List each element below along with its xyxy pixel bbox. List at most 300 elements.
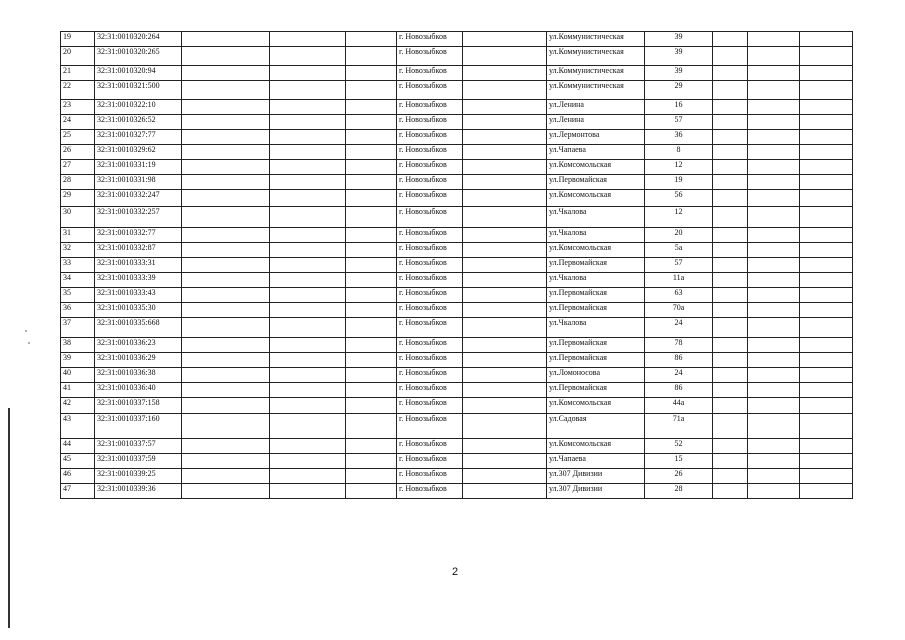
empty-cell xyxy=(182,100,270,115)
house-number-cell: 52 xyxy=(645,439,713,454)
empty-cell xyxy=(346,439,397,454)
house-number-cell: 71а xyxy=(645,414,713,439)
cadastral-number-cell: 32:31:0010321:500 xyxy=(95,81,182,100)
city-cell: г. Новозыбков xyxy=(397,243,463,258)
city-cell: г. Новозыбков xyxy=(397,160,463,175)
empty-cell xyxy=(270,115,346,130)
cadastral-number-cell: 32:31:0010320:265 xyxy=(95,47,182,66)
table-row xyxy=(61,81,853,100)
empty-cell xyxy=(713,439,748,454)
empty-cell xyxy=(713,175,748,190)
empty-cell xyxy=(748,353,800,368)
empty-cell xyxy=(713,414,748,439)
house-number-cell: 57 xyxy=(645,258,713,273)
empty-cell xyxy=(182,81,270,100)
empty-cell xyxy=(463,414,547,439)
city-cell: г. Новозыбков xyxy=(397,32,463,47)
empty-cell xyxy=(270,100,346,115)
empty-cell xyxy=(713,115,748,130)
table-row xyxy=(61,66,853,81)
empty-cell xyxy=(463,160,547,175)
city-cell: г. Новозыбков xyxy=(397,383,463,398)
empty-cell xyxy=(463,145,547,160)
empty-cell xyxy=(270,454,346,469)
house-number-cell: 39 xyxy=(645,66,713,81)
empty-cell xyxy=(270,258,346,273)
row-number-cell: 30 xyxy=(61,207,95,228)
city-cell: г. Новозыбков xyxy=(397,145,463,160)
empty-cell xyxy=(463,228,547,243)
table-row xyxy=(61,338,853,353)
row-number-cell: 29 xyxy=(61,190,95,207)
street-cell: ул.Ленина xyxy=(547,115,645,130)
empty-cell xyxy=(748,228,800,243)
empty-cell xyxy=(346,353,397,368)
scan-edge-mark xyxy=(8,408,10,628)
city-cell: г. Новозыбков xyxy=(397,353,463,368)
table-row xyxy=(61,130,853,145)
empty-cell xyxy=(182,414,270,439)
empty-cell xyxy=(748,303,800,318)
empty-cell xyxy=(182,243,270,258)
house-number-cell: 19 xyxy=(645,175,713,190)
street-cell: ул.Чкалова xyxy=(547,318,645,338)
row-number-cell: 34 xyxy=(61,273,95,288)
empty-cell xyxy=(346,190,397,207)
city-cell: г. Новозыбков xyxy=(397,175,463,190)
empty-cell xyxy=(800,484,853,499)
table-row xyxy=(61,368,853,383)
empty-cell xyxy=(270,273,346,288)
empty-cell xyxy=(270,484,346,499)
empty-cell xyxy=(346,383,397,398)
table-row xyxy=(61,190,853,207)
city-cell: г. Новозыбков xyxy=(397,115,463,130)
table-body xyxy=(61,32,853,499)
empty-cell xyxy=(182,303,270,318)
empty-cell xyxy=(748,484,800,499)
page-number: 2 xyxy=(452,566,459,578)
row-number-cell: 39 xyxy=(61,353,95,368)
street-cell: ул.Лермонтова xyxy=(547,130,645,145)
table-row xyxy=(61,273,853,288)
empty-cell xyxy=(270,469,346,484)
empty-cell xyxy=(800,318,853,338)
scan-speck xyxy=(28,342,30,344)
house-number-cell: 16 xyxy=(645,100,713,115)
city-cell: г. Новозыбков xyxy=(397,190,463,207)
empty-cell xyxy=(748,439,800,454)
empty-cell xyxy=(346,258,397,273)
row-number-cell: 46 xyxy=(61,469,95,484)
empty-cell xyxy=(748,414,800,439)
row-number-cell: 41 xyxy=(61,383,95,398)
row-number-cell: 21 xyxy=(61,66,95,81)
house-number-cell: 24 xyxy=(645,318,713,338)
empty-cell xyxy=(748,207,800,228)
empty-cell xyxy=(346,32,397,47)
empty-cell xyxy=(713,228,748,243)
empty-cell xyxy=(800,454,853,469)
city-cell: г. Новозыбков xyxy=(397,469,463,484)
empty-cell xyxy=(748,130,800,145)
row-number-cell: 24 xyxy=(61,115,95,130)
empty-cell xyxy=(800,469,853,484)
city-cell: г. Новозыбков xyxy=(397,207,463,228)
empty-cell xyxy=(800,398,853,414)
row-number-cell: 45 xyxy=(61,454,95,469)
empty-cell xyxy=(463,243,547,258)
street-cell: ул.307 Дивизии xyxy=(547,469,645,484)
city-cell: г. Новозыбков xyxy=(397,338,463,353)
house-number-cell: 5а xyxy=(645,243,713,258)
empty-cell xyxy=(182,353,270,368)
street-cell: ул.Комсомольская xyxy=(547,190,645,207)
city-cell: г. Новозыбков xyxy=(397,66,463,81)
empty-cell xyxy=(800,353,853,368)
empty-cell xyxy=(463,66,547,81)
empty-cell xyxy=(748,190,800,207)
city-cell: г. Новозыбков xyxy=(397,414,463,439)
city-cell: г. Новозыбков xyxy=(397,100,463,115)
cadastral-number-cell: 32:31:0010336:29 xyxy=(95,353,182,368)
row-number-cell: 32 xyxy=(61,243,95,258)
cadastral-number-cell: 32:31:0010333:43 xyxy=(95,288,182,303)
house-number-cell: 70а xyxy=(645,303,713,318)
house-number-cell: 26 xyxy=(645,469,713,484)
street-cell: ул.Первомайская xyxy=(547,338,645,353)
empty-cell xyxy=(800,47,853,66)
empty-cell xyxy=(800,207,853,228)
empty-cell xyxy=(463,273,547,288)
house-number-cell: 36 xyxy=(645,130,713,145)
empty-cell xyxy=(713,160,748,175)
empty-cell xyxy=(800,439,853,454)
empty-cell xyxy=(748,258,800,273)
empty-cell xyxy=(463,338,547,353)
city-cell: г. Новозыбков xyxy=(397,454,463,469)
empty-cell xyxy=(713,81,748,100)
empty-cell xyxy=(800,288,853,303)
table-row xyxy=(61,484,853,499)
cadastral-number-cell: 32:31:0010332:87 xyxy=(95,243,182,258)
empty-cell xyxy=(463,47,547,66)
table-row xyxy=(61,207,853,228)
empty-cell xyxy=(463,469,547,484)
empty-cell xyxy=(713,368,748,383)
empty-cell xyxy=(748,47,800,66)
cadastral-number-cell: 32:31:0010339:25 xyxy=(95,469,182,484)
empty-cell xyxy=(182,47,270,66)
cadastral-number-cell: 32:31:0010339:36 xyxy=(95,484,182,499)
row-number-cell: 31 xyxy=(61,228,95,243)
empty-cell xyxy=(713,66,748,81)
empty-cell xyxy=(270,207,346,228)
cadastral-number-cell: 32:31:0010336:40 xyxy=(95,383,182,398)
house-number-cell: 8 xyxy=(645,145,713,160)
row-number-cell: 33 xyxy=(61,258,95,273)
street-cell: ул.Первомайская xyxy=(547,258,645,273)
empty-cell xyxy=(748,81,800,100)
empty-cell xyxy=(713,145,748,160)
table-row xyxy=(61,228,853,243)
city-cell: г. Новозыбков xyxy=(397,398,463,414)
empty-cell xyxy=(346,243,397,258)
row-number-cell: 44 xyxy=(61,439,95,454)
empty-cell xyxy=(748,243,800,258)
house-number-cell: 63 xyxy=(645,288,713,303)
empty-cell xyxy=(182,318,270,338)
table-row xyxy=(61,145,853,160)
street-cell: ул.Коммунистическая xyxy=(547,32,645,47)
empty-cell xyxy=(182,338,270,353)
empty-cell xyxy=(800,383,853,398)
empty-cell xyxy=(800,115,853,130)
table-row xyxy=(61,258,853,273)
empty-cell xyxy=(346,207,397,228)
cadastral-number-cell: 32:31:0010336:23 xyxy=(95,338,182,353)
empty-cell xyxy=(270,228,346,243)
empty-cell xyxy=(182,368,270,383)
empty-cell xyxy=(463,207,547,228)
table-row xyxy=(61,469,853,484)
empty-cell xyxy=(713,383,748,398)
empty-cell xyxy=(463,32,547,47)
city-cell: г. Новозыбков xyxy=(397,47,463,66)
cadastral-number-cell: 32:31:0010326:52 xyxy=(95,115,182,130)
row-number-cell: 20 xyxy=(61,47,95,66)
empty-cell xyxy=(182,190,270,207)
empty-cell xyxy=(346,273,397,288)
street-cell: ул.Коммунистическая xyxy=(547,47,645,66)
city-cell: г. Новозыбков xyxy=(397,368,463,383)
table-row xyxy=(61,160,853,175)
table-row xyxy=(61,318,853,338)
empty-cell xyxy=(800,303,853,318)
street-cell: ул.Комсомольская xyxy=(547,160,645,175)
empty-cell xyxy=(713,207,748,228)
empty-cell xyxy=(713,100,748,115)
empty-cell xyxy=(182,258,270,273)
cadastral-number-cell: 32:31:0010320:264 xyxy=(95,32,182,47)
table-row xyxy=(61,288,853,303)
empty-cell xyxy=(463,175,547,190)
city-cell: г. Новозыбков xyxy=(397,258,463,273)
empty-cell xyxy=(270,130,346,145)
empty-cell xyxy=(270,303,346,318)
empty-cell xyxy=(346,288,397,303)
street-cell: ул.Первомайская xyxy=(547,303,645,318)
empty-cell xyxy=(713,318,748,338)
empty-cell xyxy=(713,258,748,273)
empty-cell xyxy=(270,175,346,190)
empty-cell xyxy=(713,303,748,318)
row-number-cell: 37 xyxy=(61,318,95,338)
empty-cell xyxy=(800,160,853,175)
street-cell: ул.Чкалова xyxy=(547,228,645,243)
row-number-cell: 28 xyxy=(61,175,95,190)
empty-cell xyxy=(346,318,397,338)
empty-cell xyxy=(713,273,748,288)
empty-cell xyxy=(270,47,346,66)
empty-cell xyxy=(463,368,547,383)
empty-cell xyxy=(346,115,397,130)
empty-cell xyxy=(800,32,853,47)
table-row xyxy=(61,383,853,398)
table-row xyxy=(61,47,853,66)
empty-cell xyxy=(748,145,800,160)
empty-cell xyxy=(463,130,547,145)
city-cell: г. Новозыбков xyxy=(397,273,463,288)
street-cell: ул.Ломоносова xyxy=(547,368,645,383)
row-number-cell: 36 xyxy=(61,303,95,318)
row-number-cell: 42 xyxy=(61,398,95,414)
empty-cell xyxy=(463,353,547,368)
empty-cell xyxy=(182,66,270,81)
cadastral-number-cell: 32:31:0010327:77 xyxy=(95,130,182,145)
empty-cell xyxy=(713,353,748,368)
empty-cell xyxy=(800,190,853,207)
street-cell: ул.Первомайская xyxy=(547,383,645,398)
cadastral-number-cell: 32:31:0010335:668 xyxy=(95,318,182,338)
empty-cell xyxy=(463,398,547,414)
empty-cell xyxy=(346,47,397,66)
empty-cell xyxy=(182,469,270,484)
empty-cell xyxy=(748,273,800,288)
cadastral-number-cell: 32:31:0010337:57 xyxy=(95,439,182,454)
empty-cell xyxy=(800,414,853,439)
empty-cell xyxy=(713,338,748,353)
house-number-cell: 29 xyxy=(645,81,713,100)
empty-cell xyxy=(182,207,270,228)
city-cell: г. Новозыбков xyxy=(397,228,463,243)
street-cell: ул.Чкалова xyxy=(547,207,645,228)
empty-cell xyxy=(346,303,397,318)
empty-cell xyxy=(346,398,397,414)
empty-cell xyxy=(713,32,748,47)
city-cell: г. Новозыбков xyxy=(397,318,463,338)
table-row xyxy=(61,454,853,469)
empty-cell xyxy=(748,115,800,130)
empty-cell xyxy=(463,454,547,469)
empty-cell xyxy=(748,398,800,414)
row-number-cell: 38 xyxy=(61,338,95,353)
table-row xyxy=(61,243,853,258)
row-number-cell: 25 xyxy=(61,130,95,145)
empty-cell xyxy=(713,484,748,499)
street-cell: ул.Коммунистическая xyxy=(547,66,645,81)
table-row xyxy=(61,398,853,414)
cadastral-number-cell: 32:31:0010322:10 xyxy=(95,100,182,115)
house-number-cell: 15 xyxy=(645,454,713,469)
empty-cell xyxy=(800,338,853,353)
street-cell: ул.Первомайская xyxy=(547,288,645,303)
empty-cell xyxy=(713,454,748,469)
empty-cell xyxy=(748,338,800,353)
empty-cell xyxy=(463,258,547,273)
cadastral-number-cell: 32:31:0010335:30 xyxy=(95,303,182,318)
house-number-cell: 86 xyxy=(645,383,713,398)
empty-cell xyxy=(270,368,346,383)
row-number-cell: 23 xyxy=(61,100,95,115)
scan-speck xyxy=(25,330,27,332)
house-number-cell: 78 xyxy=(645,338,713,353)
empty-cell xyxy=(270,353,346,368)
city-cell: г. Новозыбков xyxy=(397,484,463,499)
table-row xyxy=(61,175,853,190)
empty-cell xyxy=(270,81,346,100)
empty-cell xyxy=(713,243,748,258)
city-cell: г. Новозыбков xyxy=(397,303,463,318)
street-cell: ул.Чапаева xyxy=(547,454,645,469)
empty-cell xyxy=(270,243,346,258)
city-cell: г. Новозыбков xyxy=(397,288,463,303)
empty-cell xyxy=(800,273,853,288)
empty-cell xyxy=(800,243,853,258)
empty-cell xyxy=(748,100,800,115)
empty-cell xyxy=(713,190,748,207)
empty-cell xyxy=(800,175,853,190)
table-row xyxy=(61,115,853,130)
row-number-cell: 40 xyxy=(61,368,95,383)
empty-cell xyxy=(346,145,397,160)
empty-cell xyxy=(182,130,270,145)
empty-cell xyxy=(182,454,270,469)
row-number-cell: 35 xyxy=(61,288,95,303)
street-cell: ул.Комсомольская xyxy=(547,439,645,454)
cadastral-number-cell: 32:31:0010332:247 xyxy=(95,190,182,207)
row-number-cell: 19 xyxy=(61,32,95,47)
house-number-cell: 12 xyxy=(645,207,713,228)
empty-cell xyxy=(463,439,547,454)
empty-cell xyxy=(748,288,800,303)
empty-cell xyxy=(346,414,397,439)
empty-cell xyxy=(800,258,853,273)
empty-cell xyxy=(463,190,547,207)
empty-cell xyxy=(346,338,397,353)
table-row xyxy=(61,439,853,454)
table-row xyxy=(61,32,853,47)
empty-cell xyxy=(270,383,346,398)
empty-cell xyxy=(800,228,853,243)
empty-cell xyxy=(346,160,397,175)
house-number-cell: 20 xyxy=(645,228,713,243)
empty-cell xyxy=(182,145,270,160)
empty-cell xyxy=(748,66,800,81)
empty-cell xyxy=(463,484,547,499)
empty-cell xyxy=(713,130,748,145)
cadastral-number-cell: 32:31:0010337:160 xyxy=(95,414,182,439)
empty-cell xyxy=(182,160,270,175)
empty-cell xyxy=(270,318,346,338)
empty-cell xyxy=(182,398,270,414)
empty-cell xyxy=(182,228,270,243)
row-number-cell: 22 xyxy=(61,81,95,100)
empty-cell xyxy=(748,368,800,383)
empty-cell xyxy=(270,160,346,175)
cadastral-number-cell: 32:31:0010333:31 xyxy=(95,258,182,273)
empty-cell xyxy=(800,368,853,383)
cadastral-number-cell: 32:31:0010331:98 xyxy=(95,175,182,190)
empty-cell xyxy=(346,66,397,81)
empty-cell xyxy=(346,81,397,100)
empty-cell xyxy=(270,66,346,81)
street-cell: ул.Первомайская xyxy=(547,353,645,368)
house-number-cell: 11а xyxy=(645,273,713,288)
empty-cell xyxy=(748,383,800,398)
house-number-cell: 56 xyxy=(645,190,713,207)
table-row xyxy=(61,303,853,318)
